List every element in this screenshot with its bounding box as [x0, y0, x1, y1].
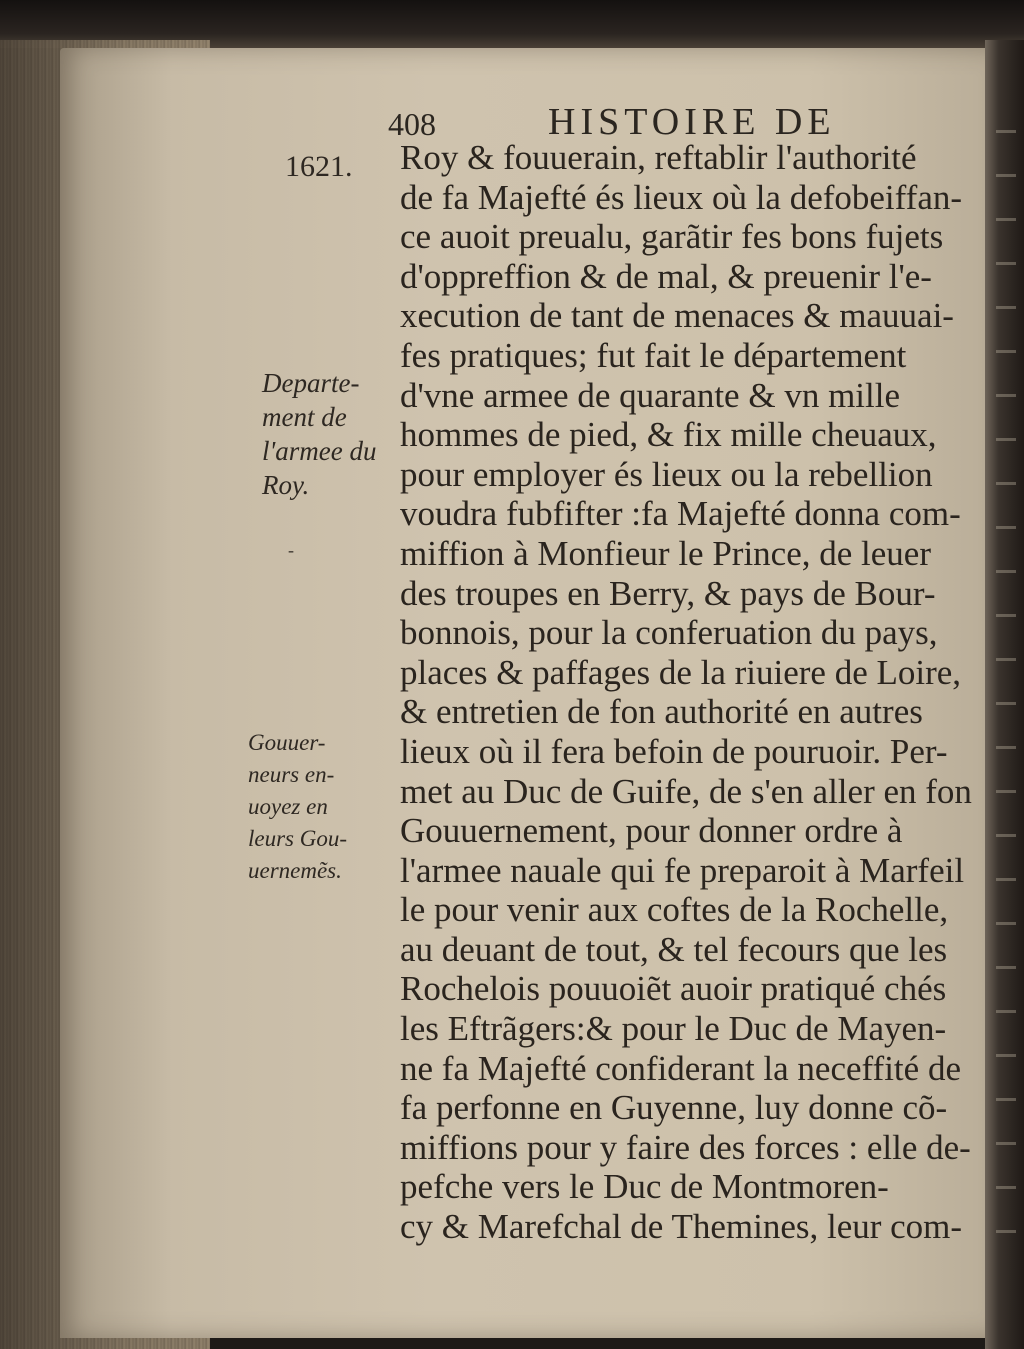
- text-line: ce auoit preualu, garãtir fes bons fujets: [400, 217, 944, 257]
- margin-note-gouverneurs: [248, 727, 347, 887]
- text-line: miffions pour y faire des forces : elle de-: [400, 1127, 971, 1167]
- text-line: Rochelois pouuoiẽt auoir pratiqué chés: [400, 969, 947, 1009]
- margin-note-line: ment de: [262, 402, 347, 432]
- page-number: 408: [388, 106, 436, 142]
- margin-note-line: uoyez en: [248, 794, 328, 819]
- text-line: miffion à Monfieur le Prince, de leuer: [400, 533, 931, 573]
- text-line: lieux où il fera befoin de pouruoir. Per-: [400, 731, 948, 771]
- text-line: Roy & fouuerain, reftablir l'authorité: [400, 138, 917, 177]
- text-line: ne fa Majefté confiderant la neceffité de: [400, 1048, 961, 1088]
- margin-note-line: l'armee du: [262, 436, 377, 466]
- margin-note-line: leurs Gou-: [248, 826, 348, 851]
- text-line: fes pratiques; fut fait le département: [400, 335, 907, 375]
- stray-mark: -: [288, 540, 294, 560]
- text-line: pefche vers le Duc de Montmoren-: [400, 1167, 889, 1207]
- text-line: places & paffages de la riuiere de Loire,: [400, 652, 962, 692]
- text-line: d'vne armee de quarante & vn mille: [400, 375, 900, 415]
- text-line: fa perfonne en Guyenne, luy donne cõ-: [400, 1088, 948, 1128]
- margin-note-line: Roy.: [262, 470, 310, 500]
- text-line: bonnois, pour la conferuation du pays,: [400, 613, 938, 653]
- text-line: met au Duc de Guife, de s'en aller en fon: [400, 771, 972, 811]
- text-line: pour employer és lieux ou la rebellion: [400, 454, 933, 494]
- text-line: hommes de pied, & fix mille cheuaux,: [400, 415, 937, 455]
- text-line: & entretien de fon authorité en autres: [400, 692, 923, 732]
- running-title: HISTOIRE DE: [548, 101, 836, 143]
- text-line: Gouuernement, pour donner ordre à: [400, 811, 903, 851]
- text-line: l'armee nauale qui fe preparoit à Marfeil: [400, 850, 965, 890]
- text-line: le pour venir aux coftes de la Rochelle,: [400, 890, 949, 930]
- text-line: de fa Majefté és lieux où la defobeiffan-: [400, 177, 963, 217]
- margin-note-line: Departe-: [262, 368, 360, 398]
- margin-note-line: neurs en-: [248, 762, 335, 787]
- text-line: cy & Marefchal de Themines, leur com-: [400, 1207, 963, 1247]
- text-line: voudra fubfifter :fa Majefté donna com-: [400, 494, 961, 534]
- body-text: [400, 138, 990, 1247]
- year-marginal: 1621.: [285, 150, 353, 183]
- text-line: d'oppreffion & de mal, & preuenir l'e-: [400, 256, 932, 296]
- text-line: les Eftrãgers:& pour le Duc de Mayen-: [400, 1009, 947, 1049]
- facing-page-text-fragments: [996, 130, 1016, 1270]
- margin-note-line: Gouuer-: [248, 730, 326, 755]
- text-line: xecution de tant de menaces & mauuai-: [400, 296, 954, 336]
- margin-note-departement: [262, 366, 377, 502]
- margin-note-line: uernemẽs.: [248, 858, 342, 883]
- text-line: au deuant de tout, & tel fecours que les: [400, 929, 948, 969]
- text-line: des troupes en Berry, & pays de Bour-: [400, 573, 936, 613]
